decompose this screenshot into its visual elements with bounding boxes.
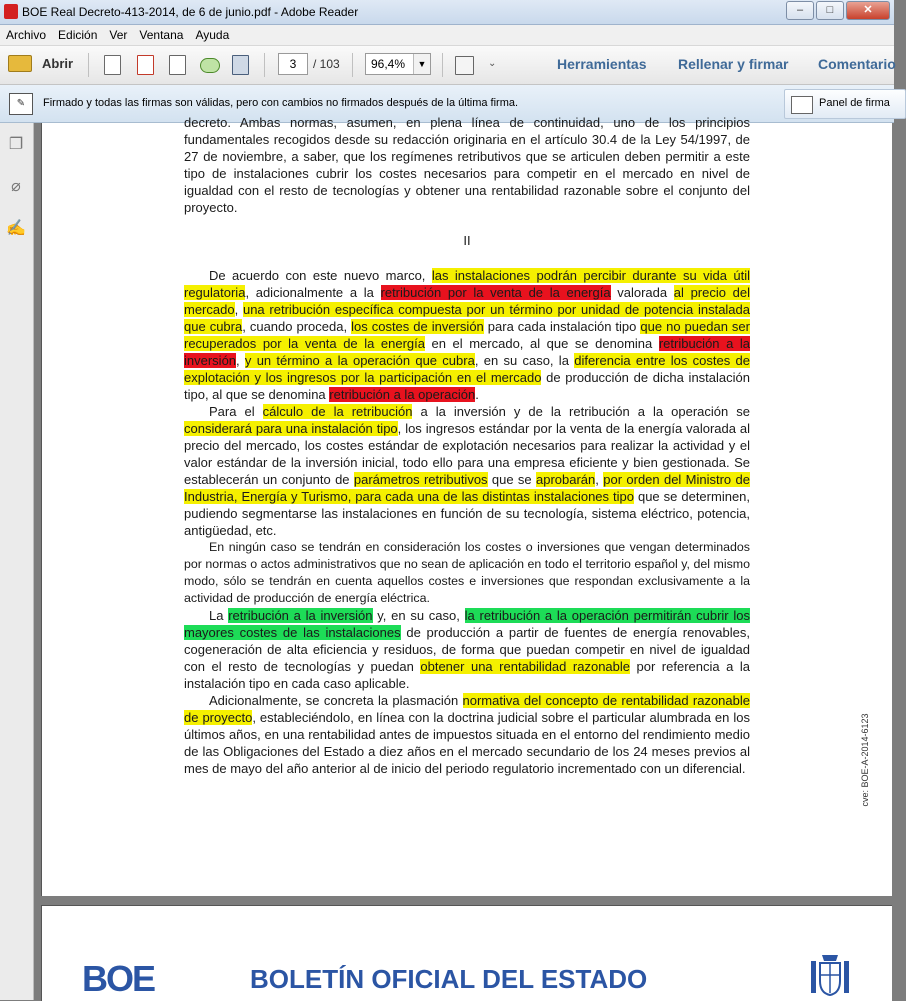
tools-pane-link[interactable]: Herramientas — [557, 56, 647, 72]
pdf-page-next — [41, 905, 892, 1001]
cve-code — [860, 705, 868, 815]
text: , — [234, 302, 243, 317]
text: por referencia a la instalación tipo en cada caso aplicable. — [184, 659, 750, 691]
paragraph — [184, 267, 750, 403]
edit-icon — [169, 55, 186, 75]
highlight-yellow[interactable]: normativa del concepto de rentabilidad razonable de proyecto — [184, 693, 750, 725]
text: para cada instalación tipo — [483, 319, 641, 334]
highlight-yellow[interactable]: una retribución específica compuesta por un término por unidad de potencia instalada que cubra — [184, 302, 750, 334]
save-button[interactable] — [232, 55, 250, 75]
adobe-reader-icon — [4, 4, 18, 19]
cloud-upload-icon — [200, 58, 220, 73]
text: que se — [487, 472, 536, 487]
menu-archivo[interactable]: Archivo — [6, 28, 47, 42]
text: en el mercado, al que se denomina — [424, 336, 659, 351]
highlight-yellow[interactable]: diferencia entre los costes de explotación y los ingresos por la participación en el mercado — [184, 353, 750, 385]
export-pdf-button[interactable] — [137, 55, 155, 75]
signature-valid-icon: ✎ — [9, 93, 33, 115]
text: de producción a partir de fuentes de energía renovables, cogeneración de alta eficiencia y residuos, de forma que puedan competir en nivel de igualdad con el resto de tecnologías y puedan — [184, 625, 750, 674]
text: que se determinen, pudiendo segmentarse las instalaciones en función de su tecnología, sistema eléctrico, potencia, antigüedad, etc. — [184, 489, 751, 538]
text: , cuando proceda, — [242, 319, 352, 334]
fill-sign-pane-link[interactable]: Rellenar y firmar — [678, 56, 789, 72]
save-icon — [232, 55, 249, 75]
spain-coat-of-arms-icon — [807, 951, 853, 1001]
text: . — [475, 387, 479, 402]
text: valorada — [610, 285, 674, 300]
folder-icon — [8, 55, 32, 72]
text: , adicionalmente a la — [245, 285, 381, 300]
zoom-select[interactable] — [365, 53, 431, 75]
paragraph — [184, 114, 750, 131]
text: , — [595, 472, 604, 487]
text: , en su caso, la — [474, 353, 575, 368]
page-number-input[interactable]: 3 — [278, 53, 308, 75]
create-pdf-icon — [104, 55, 121, 75]
export-pdf-icon — [137, 55, 154, 75]
page-total: / 103 — [313, 57, 340, 71]
pen-icon — [791, 96, 813, 114]
attachment-icon[interactable]: ⌀ — [11, 178, 21, 195]
highlight-red[interactable]: retribución por la venta de la energía — [380, 285, 611, 300]
window-title: BOE Real Decreto-413-2014, de 6 de junio.pdf - Adobe Reader — [22, 5, 359, 19]
paragraph — [184, 607, 750, 692]
highlight-red[interactable]: retribución a la operación — [329, 387, 476, 402]
highlight-green[interactable]: la retribución a la operación permitirán cubrir los mayores costes de las instalaciones — [184, 608, 750, 640]
menu-bar — [0, 25, 894, 46]
maximize-button[interactable]: □ — [816, 1, 844, 20]
boe-logo: BOE — [82, 958, 155, 999]
text: La — [209, 608, 229, 623]
highlight-green[interactable]: retribución a la inversión — [228, 608, 373, 623]
highlight-yellow[interactable]: y un término a la operación que cubra — [244, 353, 475, 368]
highlight-yellow[interactable]: considerará para una instalación tipo — [184, 421, 398, 436]
menu-edicion[interactable]: Edición — [58, 28, 98, 42]
toolbar-divider — [352, 53, 353, 77]
highlight-yellow[interactable]: al precio del mercado — [184, 285, 751, 317]
toolbar-divider — [442, 53, 443, 77]
highlight-yellow[interactable]: aprobarán — [536, 472, 596, 487]
boe-title: BOLETÍN OFICIAL DEL ESTADO — [250, 964, 648, 994]
highlight-yellow[interactable]: las instalaciones podrán percibir durante su vida útil regulatoria — [184, 268, 750, 300]
paragraph — [184, 692, 750, 777]
menu-ver[interactable]: Ver — [109, 28, 128, 42]
expand-icon — [455, 56, 474, 75]
paragraph — [184, 539, 750, 607]
toolbar-divider — [88, 53, 89, 77]
open-label: Abrir — [42, 56, 74, 71]
text: de producción de dicha instalación tipo, al que se denomina — [184, 370, 750, 402]
highlight-yellow[interactable]: parámetros retributivos — [353, 472, 488, 487]
text: , los ingresos estándar por la venta de la energía valorada al precio del mercado, los costes estándar de explotación necesarios para realizar la actividad y el valor estándar de la inversión inicial, todo ello para una empresa eficiente y bien gestionada. Se establecerán un conjunto de — [184, 421, 751, 487]
window-titlebar — [0, 0, 894, 25]
fit-page-button[interactable] — [455, 56, 473, 76]
section-heading: II — [463, 233, 471, 248]
signature-panel-button[interactable] — [784, 89, 906, 119]
document-text — [184, 114, 750, 777]
zoom-value: 96,4% — [371, 57, 406, 71]
paragraph-text: En ningún caso se tendrán en consideración los costes o inversiones que vengan determinados por normas o actos administrativos que no sean de aplicación en todo el territorio español y, del mismo modo, sólo se tendrán en cuenta aquellos costes e inversiones que respondan exclusivamente a la actividad de producción de energía eléctrica. — [184, 540, 750, 605]
highlight-yellow[interactable]: por orden del Ministro de Industria, Energía y Turismo, para cada una de las distintas instalaciones tipo — [184, 472, 750, 504]
text: Para el — [209, 404, 263, 419]
highlight-red[interactable]: retribución a la inversión — [184, 336, 750, 368]
toolbar-options-button[interactable]: ⌄ — [488, 58, 497, 69]
close-button[interactable]: ✕ — [846, 1, 890, 20]
paragraph-text: fundamentales recogidos desde su redacción originaria en el artículo 30.4 de la Ley 54/1997, de 27 de noviembre, a saber, que los regímenes retributivos que se articulen deben permitir a este tipo de instalaciones cubrir los costes necesarios para competir en el mercado en nivel de igualdad con el resto de tecnologías y obtener una rentabilidad razonable sobre el conjunto del proyecto. — [184, 132, 750, 215]
comment-pane-link[interactable]: Comentario — [818, 56, 896, 72]
pages-icon[interactable]: ❐ — [8, 136, 24, 153]
highlight-yellow[interactable]: obtener una rentabilidad razonable — [420, 659, 630, 674]
signature-panel-label: Panel de firma — [819, 97, 890, 109]
text: a la inversión y de la retribución a la operación se — [412, 404, 750, 419]
paragraph — [184, 131, 750, 216]
cve-text: cve: BOE-A-2014-6123 — [860, 713, 870, 807]
pdf-page — [41, 115, 892, 896]
open-button[interactable] — [8, 55, 73, 72]
toolbar-divider — [264, 53, 265, 77]
highlight-yellow[interactable]: que no puedan ser recuperados por la venta de la energía — [184, 319, 750, 351]
edit-document-button[interactable] — [169, 55, 187, 75]
text: , — [236, 353, 245, 368]
paragraph — [184, 403, 750, 539]
highlight-yellow[interactable]: cálculo de la retribución — [262, 404, 413, 419]
highlight-yellow[interactable]: los costes de inversión — [351, 319, 484, 334]
upload-cloud-button[interactable] — [200, 55, 218, 75]
minimize-button[interactable]: – — [786, 1, 814, 20]
create-pdf-button[interactable] — [104, 55, 122, 75]
text: De acuerdo con este nuevo marco, — [209, 268, 432, 283]
text: Adicionalmente, se concreta la plasmación — [209, 693, 463, 708]
signature-message: Firmado y todas las firmas son válidas, pero con cambios no firmados después de la última firma. — [43, 97, 519, 109]
navigation-sidebar — [0, 123, 34, 1000]
menu-ventana[interactable]: Ventana — [139, 28, 184, 42]
paragraph-text: decreto. Ambas normas, asumen, en plena línea de continuidad, uno de los principios — [184, 115, 750, 130]
text: y, en su caso, — [372, 608, 465, 623]
chevron-down-icon[interactable]: ▼ — [413, 54, 430, 74]
menu-ayuda[interactable]: Ayuda — [195, 28, 230, 42]
signatures-icon[interactable]: ✍ — [6, 220, 26, 237]
text: , estableciéndolo, en línea con la doctrina judicial sobre el particular alumbrada en los últimos años, en una rentabilidad antes de impuestos situada en el entorno del rendimiento medio de las Obligaciones del Estado a diez años en el mercado secundario de los 24 meses previos al mes de mayo del año anterior al de inicio del periodo regulatorio incrementado con un diferencial. — [184, 710, 750, 776]
